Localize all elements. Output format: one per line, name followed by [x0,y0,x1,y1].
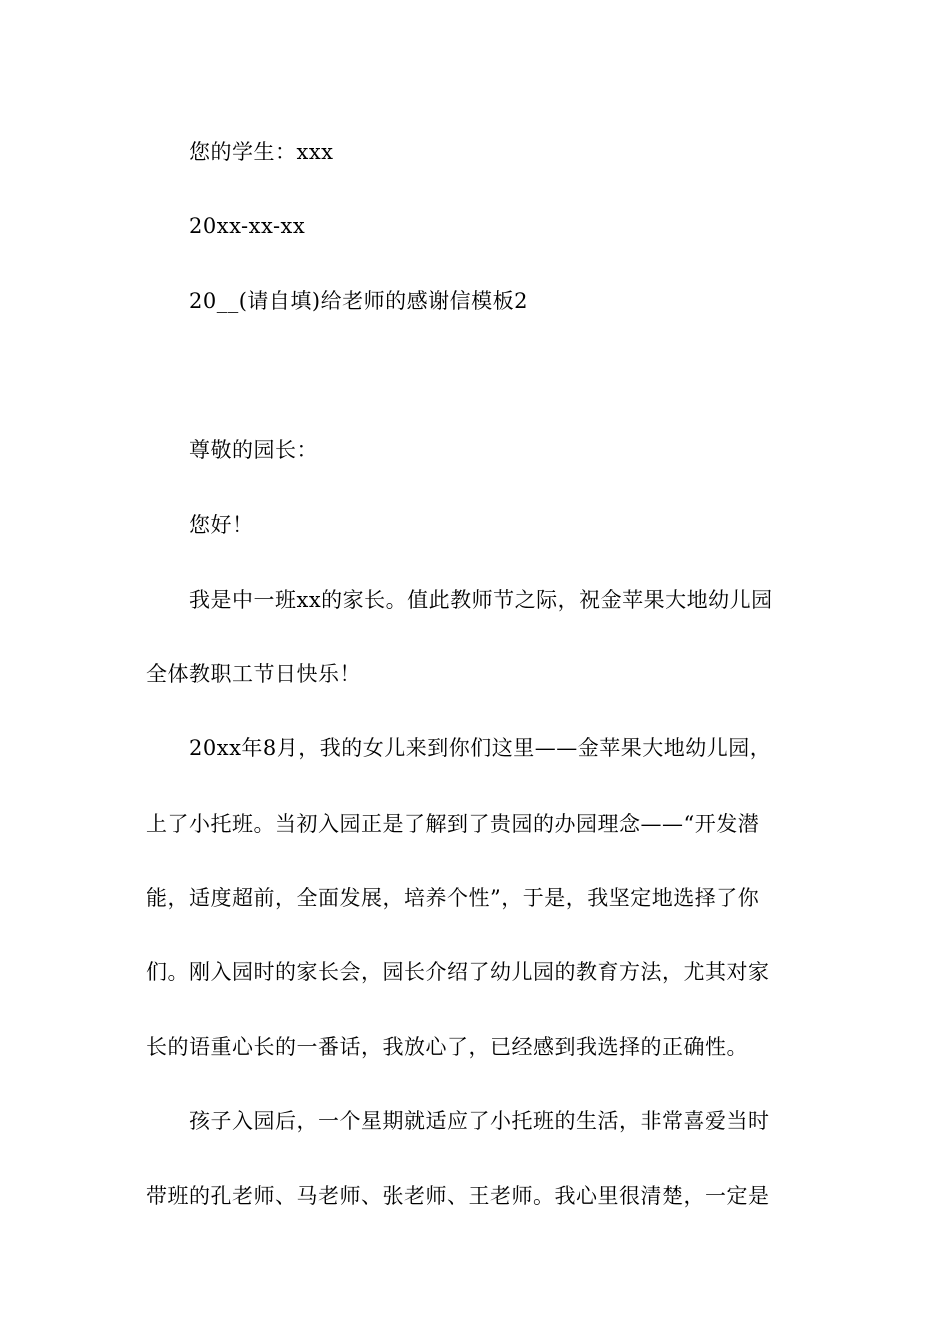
paragraph-line: 我是中一班xx的家长。值此教师节之际，祝金苹果大地幼儿园 [189,588,773,612]
paragraph-line: 能，适度超前，全面发展，培养个性”，于是，我坚定地选择了你 [146,886,760,910]
paragraph-line: 们。刚入园时的家长会，园长介绍了幼儿园的教育方法，尤其对家 [146,960,770,984]
paragraph-line: 上了小托班。当初入园正是了解到了贵园的办园理念——“开发潜 [146,812,760,836]
paragraph-line: 孩子入园后，一个星期就适应了小托班的生活，非常喜爱当时 [189,1109,770,1133]
paragraph-line: 20xx年8月，我的女儿来到你们这里——金苹果大地幼儿园， [189,736,772,760]
paragraph-line: 全体教职工节日快乐！ [146,662,361,686]
letter-greeting: 您好！ [189,513,254,537]
paragraph-line: 长的语重心长的一番话，我放心了，已经感到我选择的正确性。 [146,1035,748,1059]
template-title: 20__(请自填)给老师的感谢信模板2 [189,289,528,313]
letter-salutation: 尊敬的园长： [189,438,318,462]
student-signature-line: 您的学生：xxx [189,140,334,164]
date-line: 20xx-xx-xx [189,214,306,238]
paragraph-line: 带班的孔老师、马老师、张老师、王老师。我心里很清楚，一定是 [146,1184,770,1208]
